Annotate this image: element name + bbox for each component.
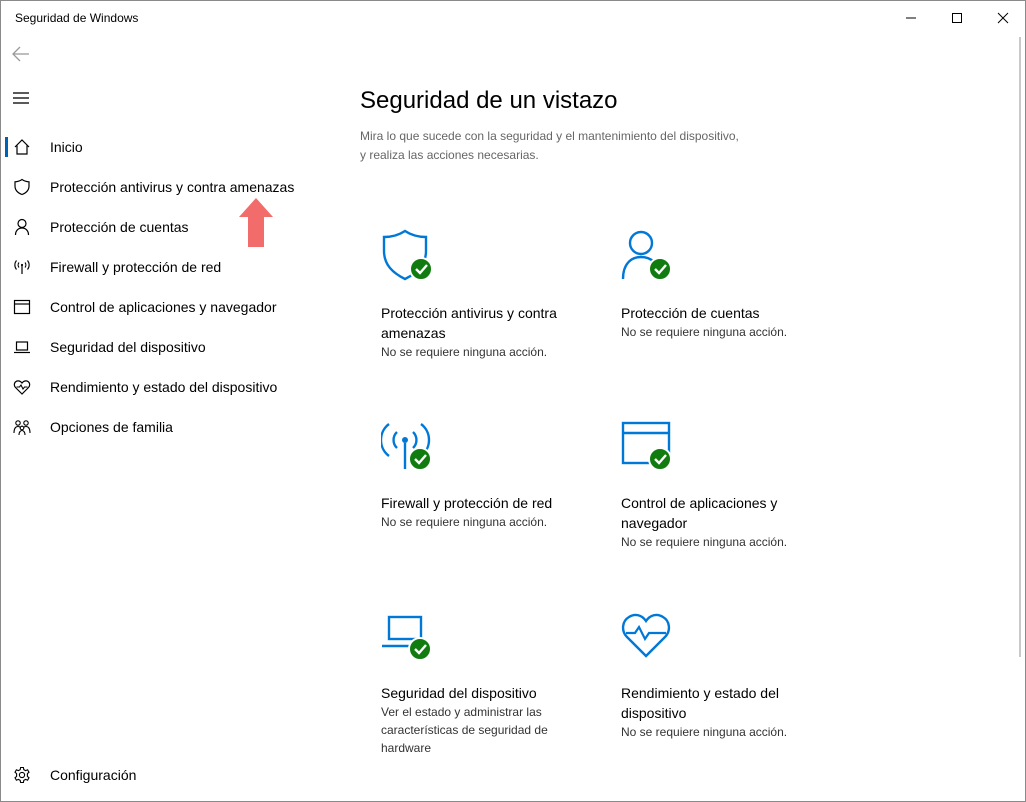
tile-content [621,493,831,551]
nav-item-familia[interactable] [1,407,311,447]
window-title: Seguridad de Windows [15,11,139,25]
nav-item-inicio[interactable] [1,127,311,167]
tile-title: Control de aplicaciones y navegador [621,495,778,531]
back-button[interactable] [9,43,35,65]
nav-item-configuracion[interactable] [1,755,311,795]
minimize-icon [905,12,917,24]
nav-item-label: Control de aplicaciones y navegador [50,299,277,315]
tile-status: No se requiere ninguna acción. [621,725,788,739]
scroll-thumb[interactable] [1019,37,1021,657]
app-window-icon [13,298,31,316]
nav-item-rendimiento[interactable] [1,367,311,407]
close-button[interactable] [980,1,1026,35]
nav-item-label: Rendimiento y estado del dispositivo [50,379,278,395]
page-title: Seguridad de un vistazo [360,87,618,114]
person-check-icon [621,229,685,285]
annotation-arrow-icon [237,197,275,249]
nav-item-label: Opciones de familia [50,419,173,435]
laptop-icon [13,338,31,356]
tile-title: Rendimiento y estado del dispositivo [621,685,779,721]
hamburger-icon [9,87,35,109]
tile-content [381,303,591,361]
tile-content [381,683,591,757]
maximize-button[interactable] [934,1,980,35]
tile-title: Seguridad del dispositivo [381,685,537,701]
app-window-check-icon [621,419,685,475]
nav-item-label: Inicio [50,139,83,155]
shield-check-icon [381,229,445,285]
tile-status: Ver el estado y administrar las características de seguridad de hardware [381,705,548,755]
nav-item-dispositivo[interactable] [1,327,311,367]
tile-status: No se requiere ninguna acción. [621,325,788,339]
back-arrow-icon [9,43,35,65]
antenna-icon [13,258,31,276]
tile-title: Firewall y protección de red [381,495,553,511]
heart-icon [13,378,31,396]
home-icon [13,138,31,156]
tile-content [621,303,831,341]
tile-content [621,683,831,741]
tile-status: No se requiere ninguna acción. [381,345,548,359]
navigation-pane [1,35,316,801]
page-description: Mira lo que sucede con la seguridad y el mantenimiento del dispositivo, y realiza las acciones necesarias. [360,129,739,162]
nav-item-label: Seguridad del dispositivo [50,339,206,355]
main-content [316,35,1006,801]
scrollbar[interactable] [1017,37,1023,791]
tile-title: Protección antivirus y contra amenazas [381,305,557,341]
title-bar [1,1,1025,35]
heart-pulse-icon [621,609,685,665]
antenna-check-icon [381,419,445,475]
nav-item-firewall[interactable] [1,247,311,287]
gear-icon [13,766,31,784]
close-icon [997,12,1009,24]
laptop-check-icon [381,609,445,665]
menu-button[interactable] [9,87,35,109]
person-icon [13,218,31,236]
family-icon [13,418,31,436]
tile-status: No se requiere ninguna acción. [381,515,548,529]
tile-title: Protección de cuentas [621,305,760,321]
maximize-icon [951,12,963,24]
nav-item-label: Protección de cuentas [50,219,189,235]
nav-item-aplicaciones[interactable] [1,287,311,327]
nav-item-label: Configuración [50,767,137,783]
nav-item-label: Protección antivirus y contra amenazas [50,179,295,195]
tile-content [381,493,591,531]
shield-icon [13,178,31,196]
minimize-button[interactable] [888,1,934,35]
nav-item-label: Firewall y protección de red [50,259,222,275]
tile-status: No se requiere ninguna acción. [621,535,788,549]
